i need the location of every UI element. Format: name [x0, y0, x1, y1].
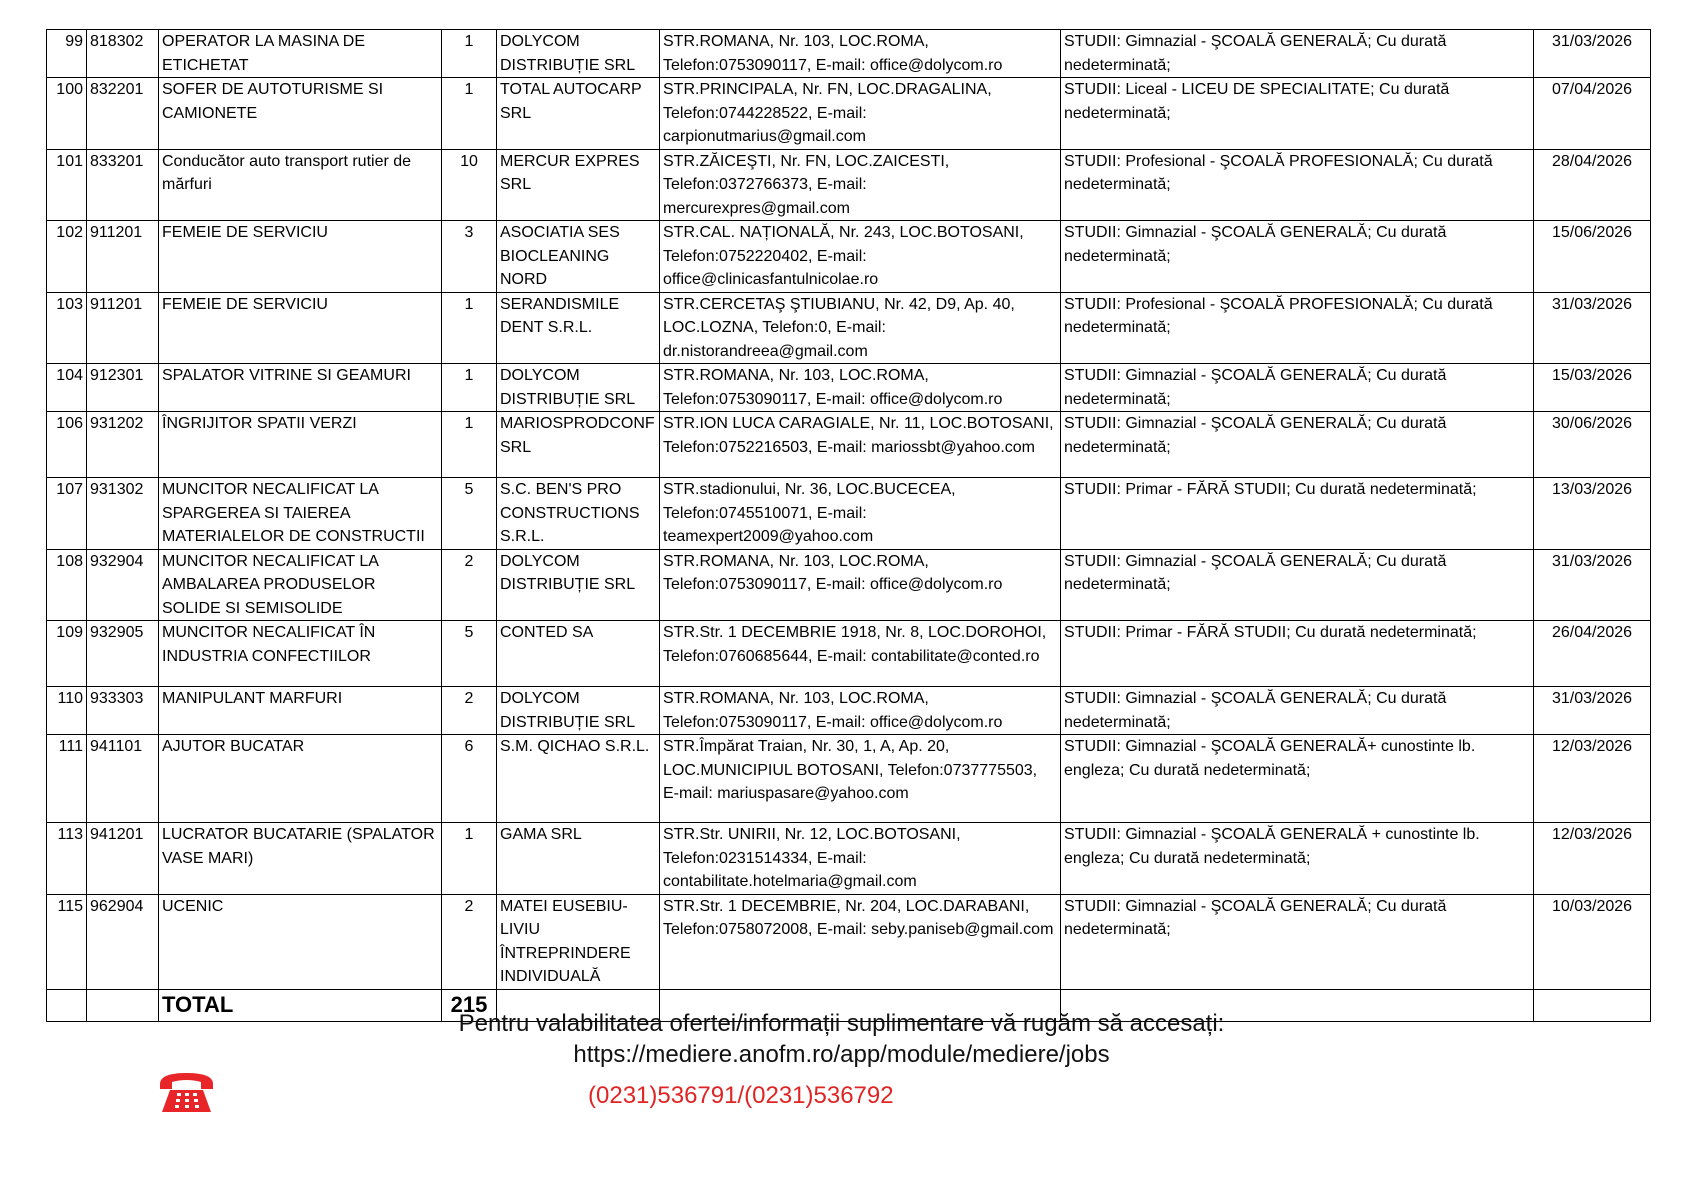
job-rows	[47, 30, 1651, 990]
row-number-cell: 102	[47, 221, 87, 293]
cor-code-cell: 912301	[87, 364, 159, 412]
table-row	[47, 30, 1651, 78]
expiry-date-cell: 31/03/2026	[1534, 292, 1651, 364]
address-contact-cell: STR.Împărat Traian, Nr. 30, 1, A, Ap. 20, LOC.MUNICIPIUL BOTOSANI, Telefon:0737775503, E-mail: mariuspasare@yahoo.com	[660, 735, 1061, 823]
vacancies-cell: 1	[442, 30, 497, 78]
expiry-date-cell: 28/04/2026	[1534, 149, 1651, 221]
expiry-date-cell: 30/06/2026	[1534, 412, 1651, 478]
employer-cell: DOLYCOM DISTRIBUȚIE SRL	[497, 549, 660, 621]
occupation-cell: MUNCITOR NECALIFICAT ÎN INDUSTRIA CONFECTIILOR	[159, 621, 442, 687]
address-contact-cell: STR.Str. UNIRII, Nr. 12, LOC.BOTOSANI, Telefon:0231514334, E-mail: contabilitate.hotelmaria@gmail.com	[660, 823, 1061, 895]
cor-code-cell: 932904	[87, 549, 159, 621]
employer-cell: ASOCIATIA SES BIOCLEANING NORD	[497, 221, 660, 293]
table-row	[47, 78, 1651, 150]
table-row	[47, 292, 1651, 364]
vacancies-cell: 5	[442, 478, 497, 550]
vacancies-cell: 2	[442, 549, 497, 621]
requirements-cell: STUDII: Profesional - ŞCOALĂ PROFESIONALĂ; Cu durată nedeterminată;	[1061, 292, 1534, 364]
row-number-cell: 99	[47, 30, 87, 78]
occupation-cell: UCENIC	[159, 894, 442, 989]
cor-code-cell: 931202	[87, 412, 159, 478]
cor-code-cell: 832201	[87, 78, 159, 150]
vacancies-cell: 10	[442, 149, 497, 221]
requirements-cell: STUDII: Gimnazial - ŞCOALĂ GENERALĂ; Cu durată nedeterminată;	[1061, 30, 1534, 78]
vacancies-cell: 1	[442, 78, 497, 150]
occupation-cell: LUCRATOR BUCATARIE (SPALATOR VASE MARI)	[159, 823, 442, 895]
requirements-cell: STUDII: Primar - FĂRĂ STUDII; Cu durată nedeterminată;	[1061, 621, 1534, 687]
occupation-cell: FEMEIE DE SERVICIU	[159, 292, 442, 364]
table-row	[47, 823, 1651, 895]
requirements-cell: STUDII: Primar - FĂRĂ STUDII; Cu durată nedeterminată;	[1061, 478, 1534, 550]
vacancies-cell: 1	[442, 292, 497, 364]
total-label: TOTAL	[159, 989, 442, 1021]
occupation-cell: Conducător auto transport rutier de mărfuri	[159, 149, 442, 221]
expiry-date-cell: 13/03/2026	[1534, 478, 1651, 550]
vacancies-cell: 1	[442, 823, 497, 895]
expiry-date-cell: 07/04/2026	[1534, 78, 1651, 150]
occupation-cell: AJUTOR BUCATAR	[159, 735, 442, 823]
employer-cell: TOTAL AUTOCARP SRL	[497, 78, 660, 150]
job-offers-table	[46, 29, 1651, 1022]
validity-note: Pentru valabilitatea ofertei/informații suplimentare vă rugăm să accesați:	[458, 1010, 1225, 1037]
telephone-icon	[156, 1068, 217, 1115]
occupation-cell: SOFER DE AUTOTURISME SI CAMIONETE	[159, 78, 442, 150]
row-number-cell: 106	[47, 412, 87, 478]
employer-cell: DOLYCOM DISTRIBUȚIE SRL	[497, 30, 660, 78]
row-number-cell: 103	[47, 292, 87, 364]
cor-code-cell: 818302	[87, 30, 159, 78]
table-row	[47, 412, 1651, 478]
employer-cell: MARIOSPRODCONF SRL	[497, 412, 660, 478]
vacancies-cell: 3	[442, 221, 497, 293]
table-row	[47, 221, 1651, 293]
jobs-url[interactable]: https://mediere.anofm.ro/app/module/mediere/jobs	[573, 1041, 1110, 1068]
employer-cell: MERCUR EXPRES SRL	[497, 149, 660, 221]
row-number-cell: 111	[47, 735, 87, 823]
row-number-cell: 104	[47, 364, 87, 412]
requirements-cell: STUDII: Gimnazial - ŞCOALĂ GENERALĂ; Cu durată nedeterminată;	[1061, 412, 1534, 478]
address-contact-cell: STR.ROMANA, Nr. 103, LOC.ROMA, Telefon:0753090117, E-mail: office@dolycom.ro	[660, 30, 1061, 78]
address-contact-cell: STR.ROMANA, Nr. 103, LOC.ROMA, Telefon:0753090117, E-mail: office@dolycom.ro	[660, 549, 1061, 621]
expiry-date-cell: 31/03/2026	[1534, 549, 1651, 621]
row-number-cell: 113	[47, 823, 87, 895]
table-row	[47, 894, 1651, 989]
expiry-date-cell: 10/03/2026	[1534, 894, 1651, 989]
occupation-cell: MANIPULANT MARFURI	[159, 687, 442, 735]
cor-code-cell: 833201	[87, 149, 159, 221]
requirements-cell: STUDII: Gimnazial - ŞCOALĂ GENERALĂ; Cu durată nedeterminată;	[1061, 894, 1534, 989]
vacancies-cell: 1	[442, 412, 497, 478]
row-number-cell: 110	[47, 687, 87, 735]
table-row	[47, 735, 1651, 823]
occupation-cell: MUNCITOR NECALIFICAT LA AMBALAREA PRODUSELOR SOLIDE SI SEMISOLIDE	[159, 549, 442, 621]
requirements-cell: STUDII: Liceal - LICEU DE SPECIALITATE; Cu durată nedeterminată;	[1061, 78, 1534, 150]
cor-code-cell: 941101	[87, 735, 159, 823]
requirements-cell: STUDII: Profesional - ŞCOALĂ PROFESIONALĂ; Cu durată nedeterminată;	[1061, 149, 1534, 221]
cor-code-cell: 941201	[87, 823, 159, 895]
address-contact-cell: STR.PRINCIPALA, Nr. FN, LOC.DRAGALINA, Telefon:0744228522, E-mail: carpionutmarius@gmail.com	[660, 78, 1061, 150]
expiry-date-cell: 31/03/2026	[1534, 687, 1651, 735]
row-number-cell: 100	[47, 78, 87, 150]
expiry-date-cell: 15/03/2026	[1534, 364, 1651, 412]
requirements-cell: STUDII: Gimnazial - ŞCOALĂ GENERALĂ; Cu durată nedeterminată;	[1061, 687, 1534, 735]
occupation-cell: MUNCITOR NECALIFICAT LA SPARGEREA SI TAIEREA MATERIALELOR DE CONSTRUCTII	[159, 478, 442, 550]
address-contact-cell: STR.CAL. NAȚIONALĂ, Nr. 243, LOC.BOTOSANI, Telefon:0752220402, E-mail: office@clinicasfantulnicolae.ro	[660, 221, 1061, 293]
employer-cell: S.C. BEN'S PRO CONSTRUCTIONS S.R.L.	[497, 478, 660, 550]
row-number-cell: 115	[47, 894, 87, 989]
total-value: 215	[442, 989, 497, 1021]
table-row	[47, 549, 1651, 621]
cor-code-cell: 933303	[87, 687, 159, 735]
address-contact-cell: STR.Str. 1 DECEMBRIE 1918, Nr. 8, LOC.DOROHOI, Telefon:0760685644, E-mail: contabilitate@conted.ro	[660, 621, 1061, 687]
address-contact-cell: STR.stadionului, Nr. 36, LOC.BUCECEA, Telefon:0745510071, E-mail: teamexpert2009@yahoo.com	[660, 478, 1061, 550]
row-number-cell: 107	[47, 478, 87, 550]
vacancies-cell: 2	[442, 894, 497, 989]
requirements-cell: STUDII: Gimnazial - ŞCOALĂ GENERALĂ; Cu durată nedeterminată;	[1061, 221, 1534, 293]
vacancies-cell: 5	[442, 621, 497, 687]
expiry-date-cell: 26/04/2026	[1534, 621, 1651, 687]
address-contact-cell: STR.ROMANA, Nr. 103, LOC.ROMA, Telefon:0753090117, E-mail: office@dolycom.ro	[660, 364, 1061, 412]
employer-cell: CONTED SA	[497, 621, 660, 687]
cor-code-cell: 931302	[87, 478, 159, 550]
expiry-date-cell: 12/03/2026	[1534, 823, 1651, 895]
occupation-cell: FEMEIE DE SERVICIU	[159, 221, 442, 293]
table-row	[47, 478, 1651, 550]
requirements-cell: STUDII: Gimnazial - ŞCOALĂ GENERALĂ + cunostinte lb. engleza; Cu durată nedeterminată;	[1061, 823, 1534, 895]
address-contact-cell: STR.Str. 1 DECEMBRIE, Nr. 204, LOC.DARABANI, Telefon:0758072008, E-mail: seby.paniseb@gmail.com	[660, 894, 1061, 989]
vacancies-cell: 2	[442, 687, 497, 735]
cor-code-cell: 911201	[87, 292, 159, 364]
employer-cell: DOLYCOM DISTRIBUȚIE SRL	[497, 364, 660, 412]
phone-number: (0231)536791/(0231)536792	[588, 1082, 894, 1109]
occupation-cell: SPALATOR VITRINE SI GEAMURI	[159, 364, 442, 412]
expiry-date-cell: 31/03/2026	[1534, 30, 1651, 78]
employer-cell: SERANDISMILE DENT S.R.L.	[497, 292, 660, 364]
table-row	[47, 149, 1651, 221]
occupation-cell: OPERATOR LA MASINA DE ETICHETAT	[159, 30, 442, 78]
vacancies-cell: 6	[442, 735, 497, 823]
requirements-cell: STUDII: Gimnazial - ŞCOALĂ GENERALĂ+ cunostinte lb. engleza; Cu durată nedeterminată;	[1061, 735, 1534, 823]
address-contact-cell: STR.CERCETAŞ ŞTIUBIANU, Nr. 42, D9, Ap. 40, LOC.LOZNA, Telefon:0, E-mail: dr.nistorandreea@gmail.com	[660, 292, 1061, 364]
address-contact-cell: STR.ZĂICEŞTI, Nr. FN, LOC.ZAICESTI, Telefon:0372766373, E-mail: mercurexpres@gmail.com	[660, 149, 1061, 221]
expiry-date-cell: 12/03/2026	[1534, 735, 1651, 823]
row-number-cell: 101	[47, 149, 87, 221]
address-contact-cell: STR.ROMANA, Nr. 103, LOC.ROMA, Telefon:0753090117, E-mail: office@dolycom.ro	[660, 687, 1061, 735]
occupation-cell: ÎNGRIJITOR SPATII VERZI	[159, 412, 442, 478]
employer-cell: GAMA SRL	[497, 823, 660, 895]
employer-cell: S.M. QICHAO S.R.L.	[497, 735, 660, 823]
expiry-date-cell: 15/06/2026	[1534, 221, 1651, 293]
row-number-cell: 108	[47, 549, 87, 621]
table-row	[47, 364, 1651, 412]
table-row	[47, 687, 1651, 735]
cor-code-cell: 962904	[87, 894, 159, 989]
table-row	[47, 621, 1651, 687]
cor-code-cell: 911201	[87, 221, 159, 293]
cor-code-cell: 932905	[87, 621, 159, 687]
requirements-cell: STUDII: Gimnazial - ŞCOALĂ GENERALĂ; Cu durată nedeterminată;	[1061, 364, 1534, 412]
employer-cell: DOLYCOM DISTRIBUȚIE SRL	[497, 687, 660, 735]
vacancies-cell: 1	[442, 364, 497, 412]
row-number-cell: 109	[47, 621, 87, 687]
address-contact-cell: STR.ION LUCA CARAGIALE, Nr. 11, LOC.BOTOSANI, Telefon:0752216503, E-mail: mariossbt@yahoo.com	[660, 412, 1061, 478]
requirements-cell: STUDII: Gimnazial - ŞCOALĂ GENERALĂ; Cu durată nedeterminată;	[1061, 549, 1534, 621]
employer-cell: MATEI EUSEBIU-LIVIU ÎNTREPRINDERE INDIVIDUALĂ	[497, 894, 660, 989]
